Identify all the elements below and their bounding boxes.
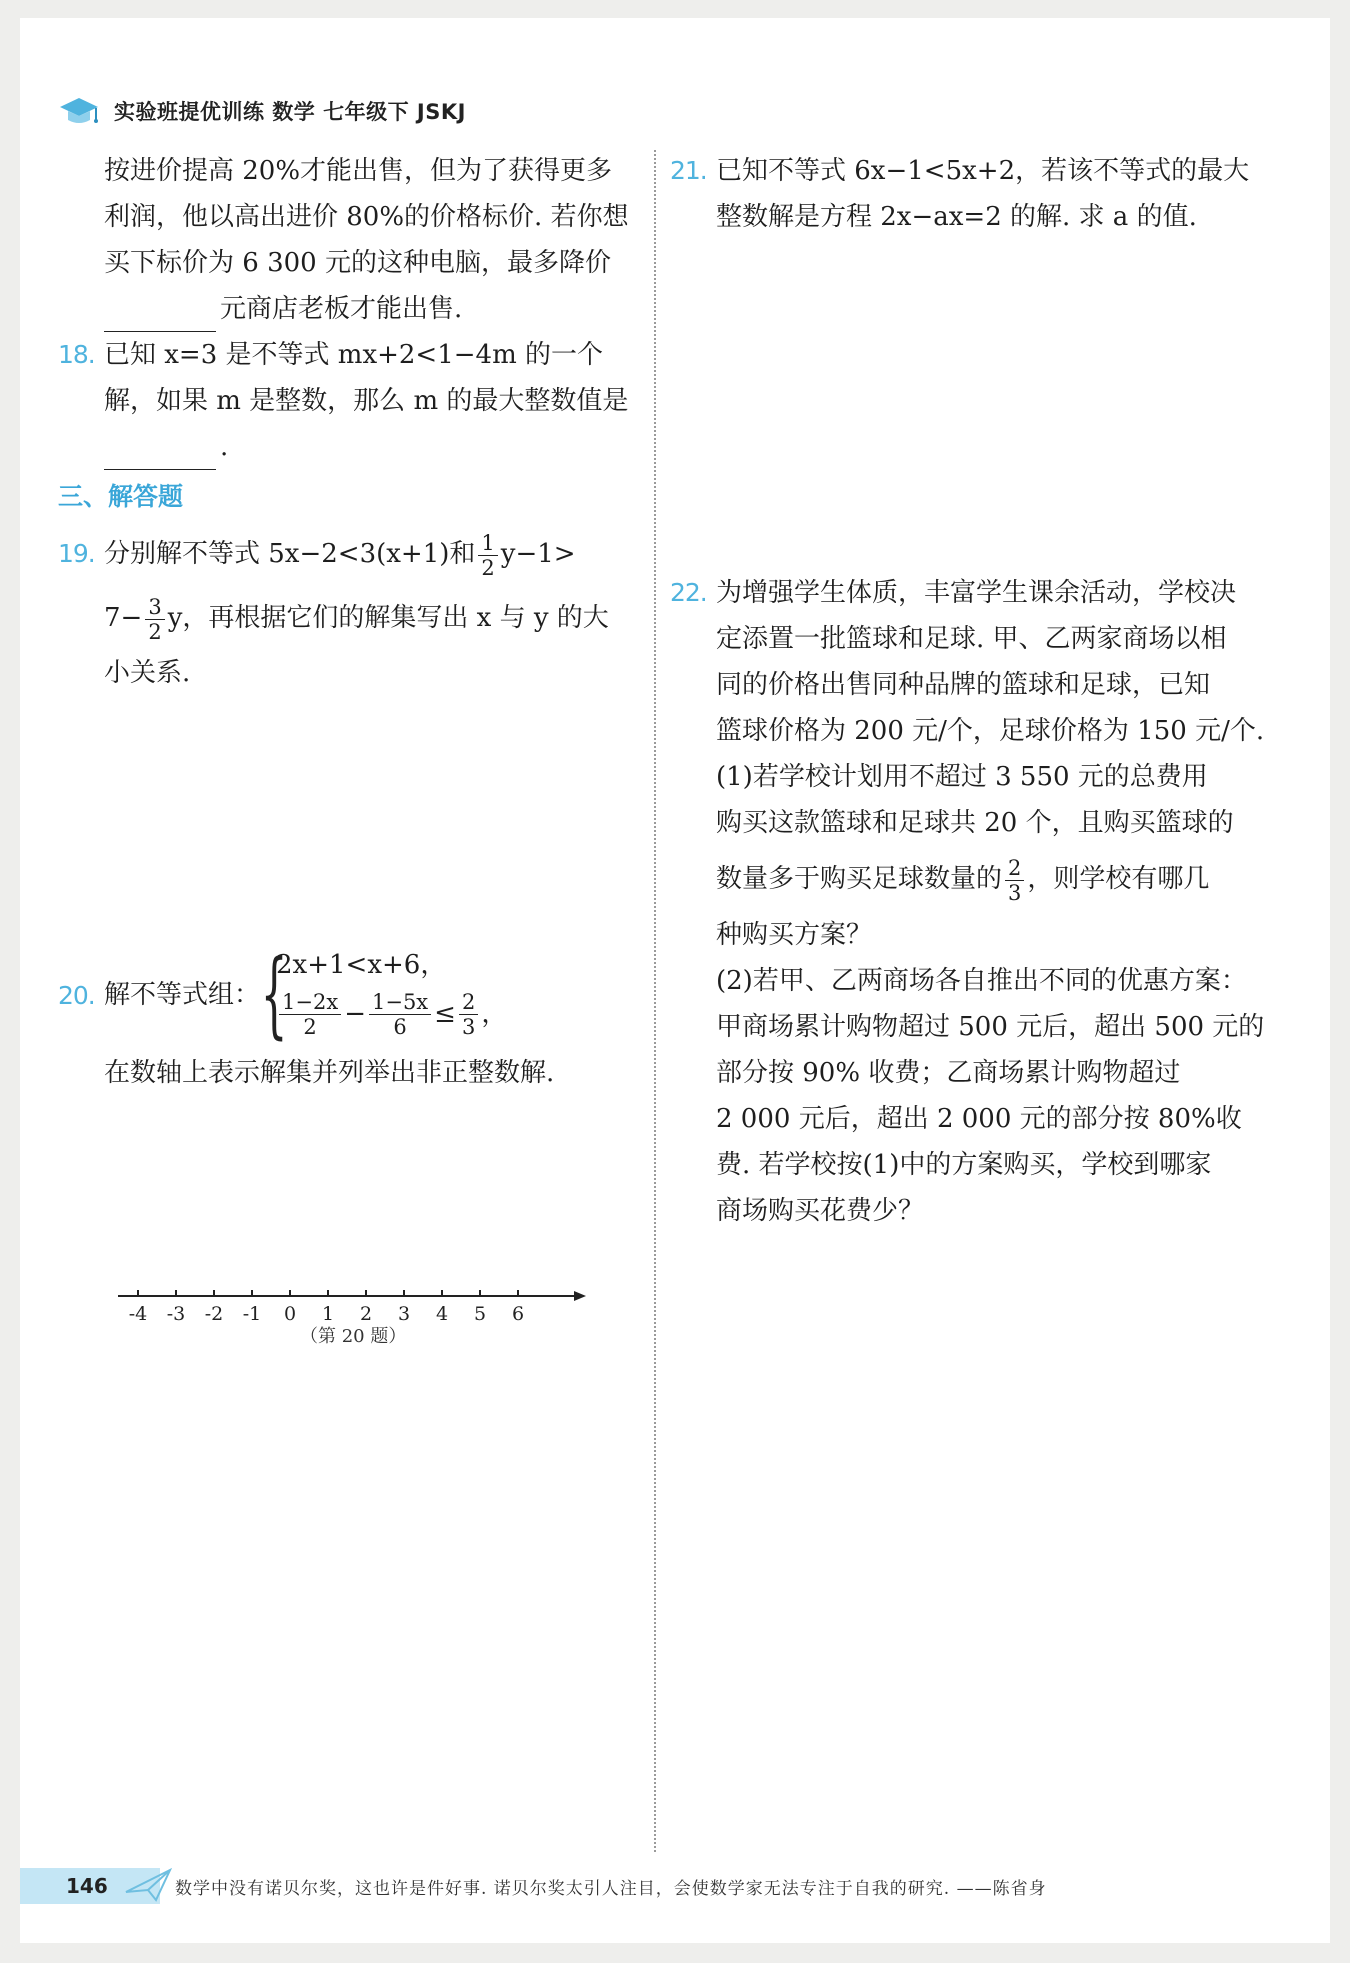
q21-line1: 21. 已知不等式 6x−1<5x+2，若该不等式的最大 <box>670 148 1270 194</box>
question-number: 18. <box>58 340 95 369</box>
q20-tail: 在数轴上表示解集并列举出非正整数解. <box>104 1058 555 1088</box>
q19-line3: 小关系. <box>104 658 191 688</box>
q22-line: (2)若甲、乙两商场各自推出不同的优惠方案： <box>716 966 1247 996</box>
tick-label: 5 <box>473 1303 487 1325</box>
tick-label: -2 <box>204 1303 224 1325</box>
fraction: $\frac{1}{2}$ <box>478 531 497 580</box>
brace: { <box>260 940 288 1049</box>
q22-line: 购买这款篮球和足球共 20 个，且购买篮球的 <box>716 808 1234 838</box>
tick-label: 0 <box>283 1303 297 1325</box>
q17-cont-line: 利润，他以高出进价 80%的价格标价. 若你想 <box>104 202 629 232</box>
q22-line: (1)若学校计划用不超过 3 550 元的总费用 <box>716 762 1208 792</box>
right-column <box>670 148 1270 1234</box>
fraction: $\frac{1-2x}{2}$ <box>279 990 341 1039</box>
q18-line2: 解，如果 m 是整数，那么 m 的最大整数值是 <box>104 386 629 416</box>
system-row-2: $\frac{1-2x}{2}$ − $\frac{1-5x}{6}$ ≤ $\frac{2}{3}$ ， <box>276 984 507 1044</box>
fraction: $\frac{1-5x}{6}$ <box>369 990 431 1039</box>
tick-label: 2 <box>359 1303 373 1325</box>
q22-line: 定添置一批篮球和足球. 甲、乙两家商场以相 <box>716 624 1227 654</box>
page-number: 146 <box>20 1868 160 1904</box>
q18-line3: . <box>58 424 648 470</box>
footer-quote: 数学中没有诺贝尔奖，这也许是件好事. 诺贝尔奖太引人注目，会使数学家无法专注于自我的研究. ——陈省身 <box>175 1879 1047 1899</box>
q22-line: 同的价格出售同种品牌的篮球和足球，已知 <box>716 670 1211 700</box>
answer-blank <box>104 439 216 470</box>
fraction: $\frac{2}{3}$ <box>1005 856 1024 905</box>
q22-line: 部分按 90% 收费；乙商场累计购物超过 <box>716 1058 1181 1088</box>
tick-label: -3 <box>166 1303 186 1325</box>
tick-label: -4 <box>128 1303 148 1325</box>
q20-system <box>58 940 648 1049</box>
figure-caption: （第 20 题） <box>300 1326 407 1347</box>
answer-blank <box>104 301 216 332</box>
header-title: 实验班提优训练 数学 七年级下 JSKJ <box>114 100 466 124</box>
q22-line: 种购买方案？ <box>716 920 873 950</box>
graduation-cap-icon <box>58 94 100 128</box>
q22-line: 22. 为增强学生体质，丰富学生课余活动，学校决 <box>670 570 1270 616</box>
q22-line: 费. 若学校按(1)中的方案购买，学校到哪家 <box>716 1150 1212 1180</box>
answer-space <box>670 240 1270 570</box>
column-divider <box>654 150 656 1852</box>
q17-cont-line: 按进价提高 20%才能出售，但为了获得更多 <box>104 156 613 186</box>
q19-line2: 7− $\frac{3}{2}$ y，再根据它们的解集写出 x 与 y 的大 <box>104 594 609 644</box>
q22-frac-line: 数量多于购买足球数量的 $\frac{2}{3}$ ，则学校有哪几 <box>716 855 1210 905</box>
tick-label: 3 <box>397 1303 411 1325</box>
q18-line1: 18. 已知 x=3 是不等式 mx+2<1−4m 的一个 <box>58 332 648 378</box>
page-header <box>58 92 466 130</box>
q22-line: 篮球价格为 200 元/个，足球价格为 150 元/个. <box>716 716 1265 746</box>
q19-line1: 19. 分别解不等式 5x−2<3(x+1)和 $\frac{1}{2}$ y−1> <box>58 522 648 586</box>
system-lines <box>276 946 507 1044</box>
question-number: 20. <box>58 980 95 1010</box>
question-number: 22. <box>670 578 707 607</box>
tick-label: 4 <box>435 1303 449 1325</box>
system-row-1: 2x+1<x+6， <box>276 950 447 980</box>
left-column <box>58 148 648 1096</box>
q21-line2: 整数解是方程 2x−ax=2 的解. 求 a 的值. <box>716 202 1197 232</box>
q22-line: 2 000 元后，超出 2 000 元的部分按 80%收 <box>716 1104 1242 1134</box>
tick-label: 6 <box>511 1303 525 1325</box>
question-number: 19. <box>58 539 95 568</box>
q20-lead: 解不等式组： <box>104 980 261 1010</box>
q22-line: 商场购买花费少？ <box>716 1196 925 1226</box>
fraction: $\frac{2}{3}$ <box>459 990 478 1039</box>
q17-cont-line: 买下标价为 6 300 元的这种电脑，最多降价 <box>104 248 611 278</box>
tick-label: -1 <box>242 1303 262 1325</box>
paper-plane-icon <box>120 1862 180 1906</box>
q22-line: 甲商场累计购物超过 500 元后，超出 500 元的 <box>716 1012 1265 1042</box>
section-heading: 三、解答题 <box>58 482 184 511</box>
tick-label: 1 <box>321 1303 335 1325</box>
fraction: $\frac{3}{2}$ <box>145 595 164 644</box>
page-footer <box>20 1862 1330 1912</box>
q17-cont-line: 元商店老板才能出售. <box>58 286 648 332</box>
question-number: 21. <box>670 156 707 185</box>
